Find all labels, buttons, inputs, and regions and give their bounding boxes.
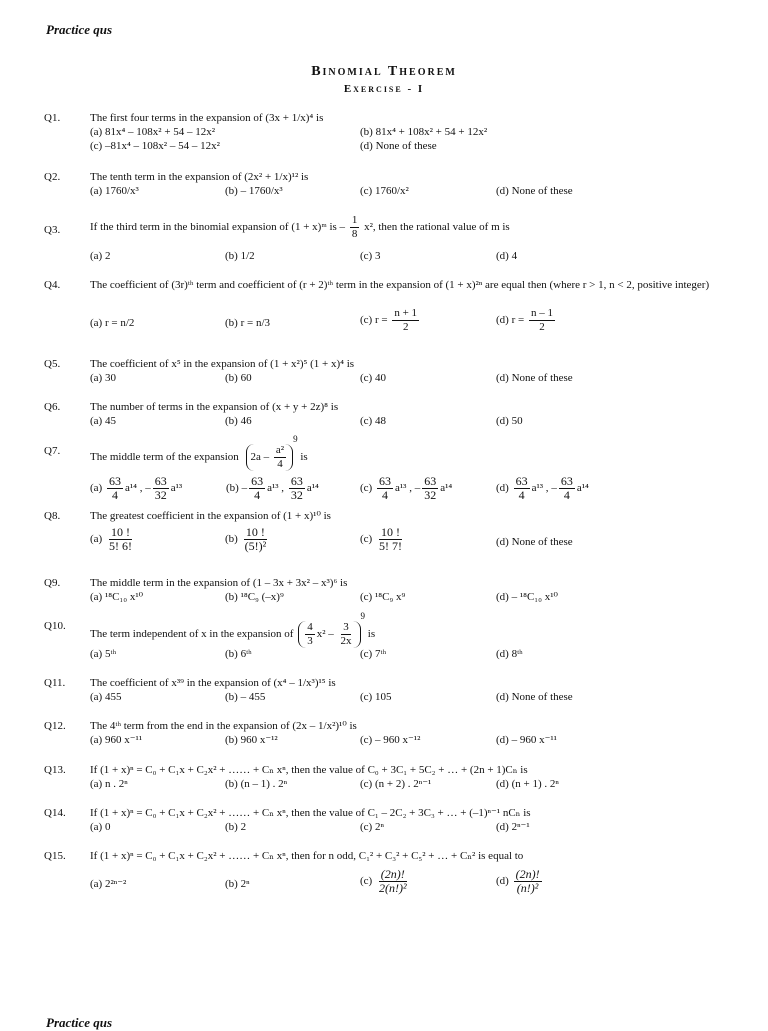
question-number: Q15. — [44, 850, 66, 862]
fraction-denominator: 2x — [340, 634, 352, 647]
question-text — [90, 433, 730, 471]
option-label: (c) r = — [360, 314, 388, 327]
fraction-numerator: 63 — [251, 474, 264, 488]
fraction — [392, 307, 419, 334]
fraction-numerator: 4 — [307, 620, 313, 633]
fraction-denominator: 4 — [381, 488, 388, 502]
fraction — [243, 526, 269, 553]
option-c: (c) 3 — [360, 250, 381, 262]
option-label: (d) r = — [496, 314, 525, 327]
option-c: (c) 48 — [360, 415, 386, 427]
option-d: (d) None of these — [496, 691, 573, 703]
option-b: (b) 1/2 — [225, 250, 255, 262]
expression-part: x² – — [316, 628, 334, 640]
fraction-denominator: 4 — [563, 488, 570, 502]
option-a: (a) 2²ⁿ⁻² — [90, 878, 127, 890]
question-text-part: The term independent of x in the expansion of — [90, 628, 294, 640]
question-text: The number of terms in the expansion of (x + y + 2z)⁸ is — [90, 401, 339, 413]
option-b: (b) 46 — [225, 415, 252, 427]
question-text: The middle term in the expansion of (1 – 3x + 3x² – x³)⁶ is — [90, 577, 348, 589]
option-d — [496, 475, 589, 502]
fraction-numerator: 63 — [108, 474, 121, 488]
option-a — [90, 526, 136, 553]
option-d: (d) None of these — [360, 140, 437, 152]
option-b: (b) – 455 — [225, 691, 266, 703]
fraction-numerator: 63 — [424, 474, 437, 488]
option-b: (b) (n – 1) . 2ⁿ — [225, 778, 288, 790]
option-b: (b) r = n/3 — [225, 317, 270, 329]
fraction-denominator: (n!)² — [516, 881, 539, 895]
option-b: (b) ¹⁸C₉ (–x)⁹ — [225, 591, 284, 603]
question-text: The greatest coefficient in the expansion of (1 + x)¹⁰ is — [90, 510, 331, 522]
fraction — [529, 307, 555, 334]
option-a: (a) 1760/x³ — [90, 185, 139, 197]
fraction — [559, 475, 575, 502]
question-text: The first four terms in the expansion of (3x + 1/x)⁴ is — [90, 112, 324, 124]
fraction — [289, 475, 305, 502]
question-number: Q14. — [44, 807, 66, 819]
sign: – — [551, 482, 557, 495]
fraction-denominator: 5! 6! — [108, 539, 132, 553]
page-footer: Practice qus — [46, 1015, 113, 1030]
fraction — [153, 475, 169, 502]
fraction-denominator: 2 — [539, 321, 545, 333]
option-c — [360, 526, 406, 553]
question-text-part: is — [367, 628, 376, 640]
question-text: The 4ᵗʰ term from the end in the expansion of (2x – 1/x²)¹⁰ is — [90, 720, 357, 732]
option-label: (d) — [496, 482, 509, 495]
question-number: Q4. — [44, 279, 61, 291]
term-power: a¹³ , — [267, 482, 285, 495]
fraction-denominator: 8 — [351, 228, 358, 240]
page-subtitle: Exercise - I — [343, 83, 425, 95]
fraction-denominator: 2(n!)² — [378, 881, 407, 895]
fraction-numerator: 63 — [515, 474, 528, 488]
fraction — [422, 475, 438, 502]
parenthesized-expression — [246, 444, 294, 471]
option-c: (c) ¹⁸C₉ x⁹ — [360, 591, 406, 603]
exponent: 9 — [293, 434, 298, 444]
fraction-denominator: 4 — [277, 457, 283, 470]
question-number: Q1. — [44, 112, 61, 124]
option-a: (a) 45 — [90, 415, 116, 427]
fraction — [377, 868, 409, 895]
fraction-numerator: 1 — [351, 214, 358, 226]
term-power: a¹⁴ — [576, 482, 589, 495]
fraction-numerator: n + 1 — [394, 307, 418, 319]
option-d: (d) – 960 x⁻¹¹ — [496, 734, 557, 746]
option-b: (b) 960 x⁻¹² — [225, 734, 278, 746]
page-header: Practice qus — [46, 22, 113, 37]
fraction — [249, 475, 265, 502]
term-power: a¹³ , — [394, 482, 412, 495]
option-label: (c) — [360, 875, 373, 888]
question-number: Q11. — [44, 677, 66, 689]
option-c: (c) 105 — [360, 691, 392, 703]
option-c — [360, 475, 452, 502]
fraction-denominator: 3 — [307, 634, 313, 647]
fraction-numerator: a² — [275, 443, 285, 456]
question-text: The tenth term in the expansion of (2x² + 1/x)¹² is — [90, 171, 309, 183]
fraction-denominator: 32 — [290, 488, 303, 502]
option-a: (a) 455 — [90, 691, 122, 703]
fraction-numerator: n – 1 — [530, 307, 553, 319]
question-number: Q9. — [44, 577, 61, 589]
exponent: 9 — [360, 611, 366, 621]
option-a — [90, 475, 182, 502]
option-label: (a) — [90, 533, 103, 546]
fraction — [350, 214, 360, 241]
question-number: Q10. — [44, 620, 66, 632]
fraction — [305, 621, 315, 648]
option-a: (a) 30 — [90, 372, 116, 384]
question-number: Q3. — [44, 224, 61, 236]
term-power: a¹³ , — [531, 482, 549, 495]
fraction-denominator: 2 — [402, 321, 409, 333]
option-c: (c) (n + 2) . 2ⁿ⁻¹ — [360, 778, 432, 790]
question-number: Q13. — [44, 764, 66, 776]
expression-part: 2a – — [250, 451, 270, 463]
question-text: The coefficient of x³⁹ in the expansion of (x⁴ – 1/x³)¹⁵ is — [90, 677, 336, 689]
fraction-numerator: 63 — [378, 474, 391, 488]
option-a: (a) r = n/2 — [90, 317, 135, 329]
question-number: Q5. — [44, 358, 61, 370]
question-number: Q8. — [44, 510, 61, 522]
sign: – — [241, 482, 248, 495]
option-d: (d) (n + 1) . 2ⁿ — [496, 778, 559, 790]
fraction — [107, 475, 123, 502]
fraction-numerator: 63 — [154, 474, 167, 488]
option-a: (a) 0 — [90, 821, 111, 833]
option-c: (c) –81x⁴ – 108x² – 54 – 12x² — [90, 140, 220, 152]
option-b: (b) 2ⁿ — [225, 878, 250, 890]
option-d: (d) None of these — [496, 536, 573, 548]
term-power: a¹³ — [170, 482, 183, 495]
question-number: Q7. — [44, 445, 61, 457]
question-text — [90, 610, 730, 648]
option-label: (d) — [496, 875, 509, 888]
question-text — [90, 214, 730, 241]
fraction — [339, 621, 354, 648]
term-power: a¹⁴ , — [124, 482, 143, 495]
option-d: (d) – ¹⁸C₁₀ x¹⁰ — [496, 591, 558, 603]
question-number: Q2. — [44, 171, 61, 183]
option-c: (c) 40 — [360, 372, 386, 384]
option-c — [360, 868, 411, 895]
option-d: (d) 2ⁿ⁻¹ — [496, 821, 530, 833]
option-label: (c) — [360, 533, 373, 546]
option-d — [496, 868, 544, 895]
option-b: (b) 2 — [225, 821, 247, 833]
option-a: (a) n . 2ⁿ — [90, 778, 128, 790]
fraction — [274, 444, 286, 471]
option-b — [225, 526, 270, 553]
option-label: (c) — [360, 482, 373, 495]
fraction — [377, 526, 404, 553]
fraction-numerator: 10 ! — [110, 525, 130, 539]
option-a: (a) 81x⁴ – 108x² + 54 – 12x² — [90, 126, 216, 138]
fraction-numerator: 3 — [343, 620, 349, 633]
option-label: (a) — [90, 482, 103, 495]
fraction-numerator: 10 ! — [245, 525, 265, 539]
fraction-denominator: 4 — [518, 488, 525, 502]
option-d: (d) 4 — [496, 250, 518, 262]
option-b: (b) 6ᵗʰ — [225, 648, 252, 660]
question-text: If (1 + x)ⁿ = C₀ + C₁x + C₂x² + …… + Cₙ xⁿ, then the value of C₀ + 3C₁ + 5C₂ + … + (2n + 1)Cₙ is — [90, 764, 528, 776]
sign: – — [414, 482, 421, 495]
option-c: (c) 7ᵗʰ — [360, 648, 387, 660]
option-b: (b) 60 — [225, 372, 252, 384]
fraction — [514, 868, 542, 895]
option-d: (d) 50 — [496, 415, 523, 427]
fraction-denominator: 4 — [111, 488, 118, 502]
option-a: (a) ¹⁸C₁₀ x¹⁰ — [90, 591, 144, 603]
fraction-numerator: (2n)! — [380, 867, 405, 881]
fraction-denominator: 5! 7! — [378, 539, 402, 553]
question-text: If (1 + x)ⁿ = C₀ + C₁x + C₂x² + …… + Cₙ xⁿ, then for n odd, C₁² + C₃² + C₅² + … + Cₙ² is equal to — [90, 850, 524, 862]
fraction-numerator: 63 — [290, 474, 303, 488]
option-label: (b) — [226, 482, 239, 495]
term-power: a¹⁴ — [440, 482, 453, 495]
question-text-part: is — [300, 451, 308, 463]
option-label: (b) — [225, 533, 238, 546]
option-d: (d) None of these — [496, 372, 573, 384]
fraction-denominator: 4 — [254, 488, 261, 502]
option-c: (c) 2ⁿ — [360, 821, 384, 833]
question-text-part: x², then the rational value of m is — [364, 221, 510, 234]
option-c: (c) – 960 x⁻¹² — [360, 734, 421, 746]
parenthesized-expression — [298, 621, 360, 648]
fraction-numerator: 10 ! — [380, 525, 400, 539]
option-a: (a) 5ᵗʰ — [90, 648, 117, 660]
question-number: Q6. — [44, 401, 61, 413]
question-text: The coefficient of x⁵ in the expansion of (1 + x²)⁵ (1 + x)⁴ is — [90, 358, 355, 370]
question-number: Q12. — [44, 720, 66, 732]
option-c — [360, 307, 421, 334]
term-power: a¹⁴ — [306, 482, 319, 495]
option-a: (a) 2 — [90, 250, 111, 262]
fraction-denominator: 32 — [154, 488, 167, 502]
fraction — [377, 475, 393, 502]
fraction — [107, 526, 134, 553]
page-title: Binomial Theorem — [311, 64, 457, 79]
option-b: (b) – 1760/x³ — [225, 185, 283, 197]
fraction-numerator: 63 — [560, 474, 573, 488]
fraction-numerator: (2n)! — [515, 867, 540, 881]
fraction-denominator: (5!)² — [244, 539, 267, 553]
option-d: (d) 8ᵗʰ — [496, 648, 523, 660]
question-text-part: If the third term in the binomial expansion of (1 + x)ᵐ is – — [90, 221, 346, 234]
option-a: (a) 960 x⁻¹¹ — [90, 734, 143, 746]
option-b — [226, 475, 319, 502]
option-b: (b) 81x⁴ + 108x² + 54 + 12x² — [360, 126, 488, 138]
question-text: The coefficient of (3r)ᵗʰ term and coefficient of (r + 2)ᵗʰ term in the expansion of (1 + x)²ⁿ are equal then (where r > 1, n < 2, positive integer) — [90, 279, 710, 291]
fraction — [514, 475, 530, 502]
question-text-part: The middle term of the expansion — [90, 451, 239, 463]
option-d — [496, 307, 557, 334]
sign: – — [145, 482, 151, 495]
fraction-denominator: 32 — [424, 488, 437, 502]
question-text: If (1 + x)ⁿ = C₀ + C₁x + C₂x² + …… + Cₙ xⁿ, then the value of C₁ – 2C₂ + 3C₃ + … + (–1)ⁿ⁻¹ nCₙ is — [90, 807, 531, 819]
option-c: (c) 1760/x² — [360, 185, 409, 197]
option-d: (d) None of these — [496, 185, 573, 197]
